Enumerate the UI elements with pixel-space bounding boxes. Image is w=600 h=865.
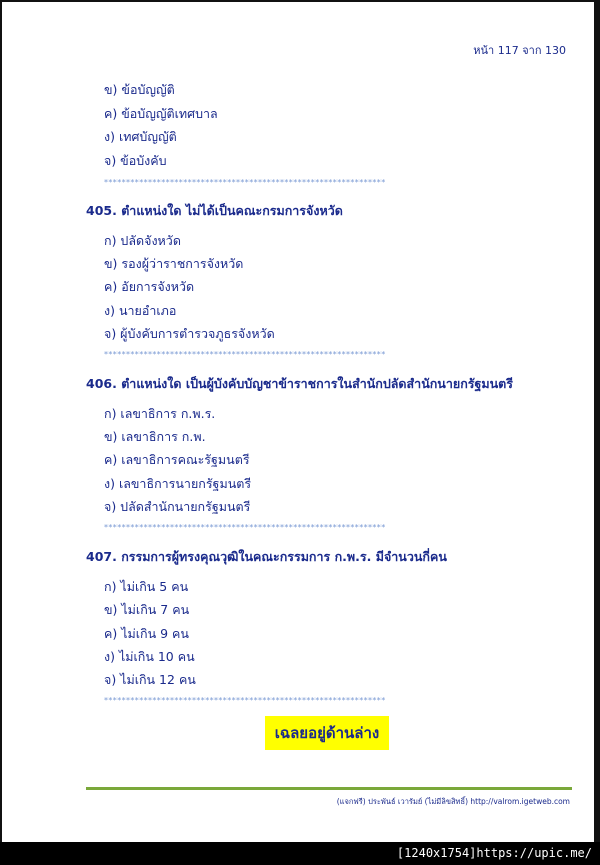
- option-item: ข) ไม่เกิน 7 คน: [104, 602, 190, 617]
- option-item: ข) รองผู้ว่าราชการจังหวัด: [104, 256, 244, 271]
- option-item: ค) เลขาธิการคณะรัฐมนตรี: [104, 452, 250, 467]
- option-item: ง) ไม่เกิน 10 คน: [104, 649, 195, 664]
- option-item: ง) เทศบัญญัติ: [104, 129, 177, 144]
- separator: ****************************************************************: [104, 696, 386, 705]
- frame-border-right: [594, 0, 600, 847]
- answer-banner: เฉลยอยู่ด้านล่าง: [265, 716, 389, 750]
- option-item: ค) ข้อบัญญัติเทศบาล: [104, 106, 218, 121]
- separator: ****************************************************************: [104, 523, 386, 532]
- option-item: ง) เลขาธิการนายกรัฐมนตรี: [104, 476, 252, 491]
- option-item: จ) ไม่เกิน 12 คน: [104, 672, 196, 687]
- question-title: 407. กรรมการผู้ทรงคุณวุฒิในคณะกรรมการ ก.พ.ร. มีจำนวนกี่คน: [86, 549, 447, 564]
- option-item: ก) ไม่เกิน 5 คน: [104, 579, 189, 594]
- page-number: หน้า 117 จาก 130: [473, 44, 566, 57]
- separator: ****************************************************************: [104, 178, 386, 187]
- question-title: 405. ตำแหน่งใด ไม่ได้เป็นคณะกรมการจังหวัด: [86, 203, 343, 218]
- question-title: 406. ตำแหน่งใด เป็นผู้บังคับบัญชาข้าราชการในสำนักปลัดสำนักนายกรัฐมนตรี: [86, 376, 513, 391]
- footer-credit: (แจกฟรี) ประพันธ์ เวารัมย์ (ไม่มีลิขสิทธิ์) http://valrom.igetweb.com: [336, 797, 570, 806]
- option-item: จ) ปลัดสำนักนายกรัฐมนตรี: [104, 499, 251, 514]
- option-item: จ) ผู้บังคับการตำรวจภูธรจังหวัด: [104, 326, 275, 341]
- option-item: ค) อัยการจังหวัด: [104, 279, 195, 294]
- watermark-text: [1240x1754]https://upic.me/: [396, 846, 592, 860]
- frame-border-left: [0, 0, 2, 847]
- footer-divider: [86, 787, 572, 790]
- option-item: ค) ไม่เกิน 9 คน: [104, 626, 189, 641]
- option-item: จ) ข้อบังคับ: [104, 153, 167, 168]
- option-item: ก) เลขาธิการ ก.พ.ร.: [104, 406, 216, 421]
- option-item: ง) นายอำเภอ: [104, 303, 177, 318]
- option-item: ก) ปลัดจังหวัด: [104, 233, 181, 248]
- separator: ****************************************************************: [104, 350, 386, 359]
- frame-border-top: [0, 0, 594, 2]
- option-item: ข) เลขาธิการ ก.พ.: [104, 429, 206, 444]
- option-item: ข) ข้อบัญญัติ: [104, 82, 175, 97]
